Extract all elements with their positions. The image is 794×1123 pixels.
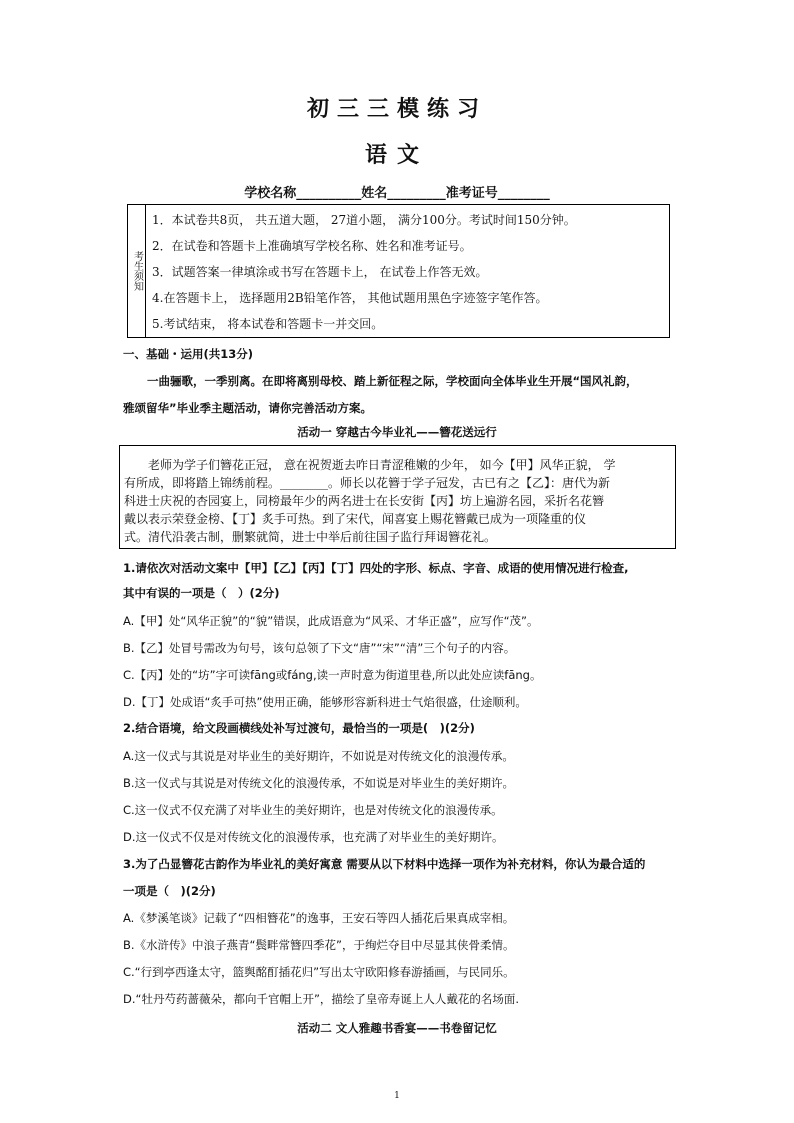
- section-heading: 一、基础・运用(共13分): [123, 347, 254, 361]
- answer-option: A.这一仪式与其说是对毕业生的美好期许，不如说是对传统文化的浪漫传承。: [123, 749, 514, 763]
- answer-option: B.【乙】处冒号需改为句号，该句总领了下文“唐”“宋”“清”三个句子的内容。: [123, 641, 516, 655]
- answer-option: C.【丙】处的“坊”字可读fāng或fáng,读一声时意为街道里巷,所以此处应读fāng。: [123, 668, 542, 682]
- activity-title: 活动二 文人雅趣书香宴——书卷留记忆: [297, 1021, 497, 1035]
- question-stem: 其中有误的一项是（ ）(2分): [123, 586, 280, 600]
- question-stem: 2.结合语境，给文段画横线处补写过渡句，最恰当的一项是( )(2分): [123, 721, 475, 735]
- answer-option: C.这一仪式不仅充满了对毕业生的美好期许，也是对传统文化的浪漫传承。: [123, 803, 503, 817]
- notice-side-label: 考生须知: [128, 205, 146, 337]
- passage-line: 有所成，即将踏上锦绣前程。________。师长以花簪于学子冠发，古已有之【乙】：唐代为新: [124, 476, 611, 490]
- notice-item: 4.在答题卡上， 选择题用2B铅笔作答， 其他试题用黑色字迹签字笔作答。: [152, 291, 548, 305]
- notice-item: 1．本试卷共8页， 共五道大题， 27道小题， 满分100分。考试时间150分钟。: [152, 213, 576, 227]
- answer-option: D.“牡丹芍药蔷薇朵，都向千官帽上开”，描绘了皇帝寿诞上人人戴花的名场面.: [123, 992, 520, 1006]
- passage-line: 戴以表示荣登金榜、【丁】炙手可热。到了宋代，闻喜宴上赐花簪戴已成为一项隆重的仪: [124, 512, 587, 526]
- notice-item: 2．在试卷和答题卡上准确填写学校名称、姓名和准考证号。: [152, 239, 472, 253]
- passage-line: 科进士庆祝的杏园宴上，同榜最年少的两名进士在长安街【丙】坊上遍游名园，采折名花簪: [124, 494, 605, 508]
- subject-title: 语文: [364, 143, 429, 168]
- candidate-notice-box: [127, 204, 670, 338]
- answer-option: B.这一仪式与其说是对传统文化的浪漫传承，不如说是对毕业生的美好期许。: [123, 776, 515, 790]
- answer-option: D.这一仪式不仅是对传统文化的浪漫传承，也充满了对毕业生的美好期许。: [123, 830, 504, 844]
- exam-title: 初三三模练习: [306, 97, 487, 122]
- passage-box: [119, 445, 676, 549]
- passage-line: 式。清代沿袭古制，删繁就简，进士中举后前往国子监行拜谒簪花礼。: [124, 530, 497, 544]
- intro-line: 雅颂留华”毕业季主题活动，请你完善活动方案。: [123, 401, 373, 415]
- question-stem: 一项是（ )(2分): [123, 884, 216, 898]
- answer-option: A.《梦溪笔谈》记载了“四相簪花”的逸事，王安石等四人插花后果真成宰相。: [123, 911, 515, 925]
- notice-item: 3．试题答案一律填涂或书写在答题卡上， 在试卷上作答无效。: [152, 265, 488, 279]
- question-stem: 1.请依次对活动文案中【甲】【乙】【丙】【丁】四处的字形、标点、字音、成语的使用情况进行检查,: [123, 561, 629, 575]
- passage-line: 老师为学子们簪花正冠， 意在祝贺逝去咋日青涩稚嫩的少年， 如今【甲】风华正貌， 学: [124, 458, 616, 472]
- notice-item: 5.考试结束， 将本试卷和答题卡一并交回。: [152, 317, 384, 331]
- answer-option: B.《水浒传》中浪子燕青“鬓畔常簪四季花”，于绚烂夺目中尽显其侠骨柔情。: [123, 938, 515, 952]
- answer-option: D.【丁】处成语“炙手可热”使用正确，能够形容新科进士气焰很盛，仕途顺利。: [123, 695, 527, 709]
- answer-option: A.【甲】处“风华正貌”的“貌”错误，此成语意为“风采、才华正盛”，应写作“茂”。: [123, 614, 539, 628]
- page-number: 1: [394, 1091, 400, 1101]
- intro-line: 一曲骊歌，一季别离。在即将离别母校、踏上新征程之际，学校面向全体毕业生开展“国风礼韵，: [147, 374, 638, 388]
- question-stem: 3.为了凸显簪花古韵作为毕业礼的美好寓意 需要从以下材料中选择一项作为补充材料，你认为最合适的: [123, 857, 646, 871]
- answer-option: C.“行到亭西逢太守，篮舆酩酊插花归”写出太守欧阳修春游插画，与民同乐。: [123, 965, 515, 979]
- student-id-line: 学校名称__________姓名_________准考证号________: [244, 186, 550, 201]
- activity-title: 活动一 穿越古今毕业礼——簪花送远行: [297, 425, 497, 439]
